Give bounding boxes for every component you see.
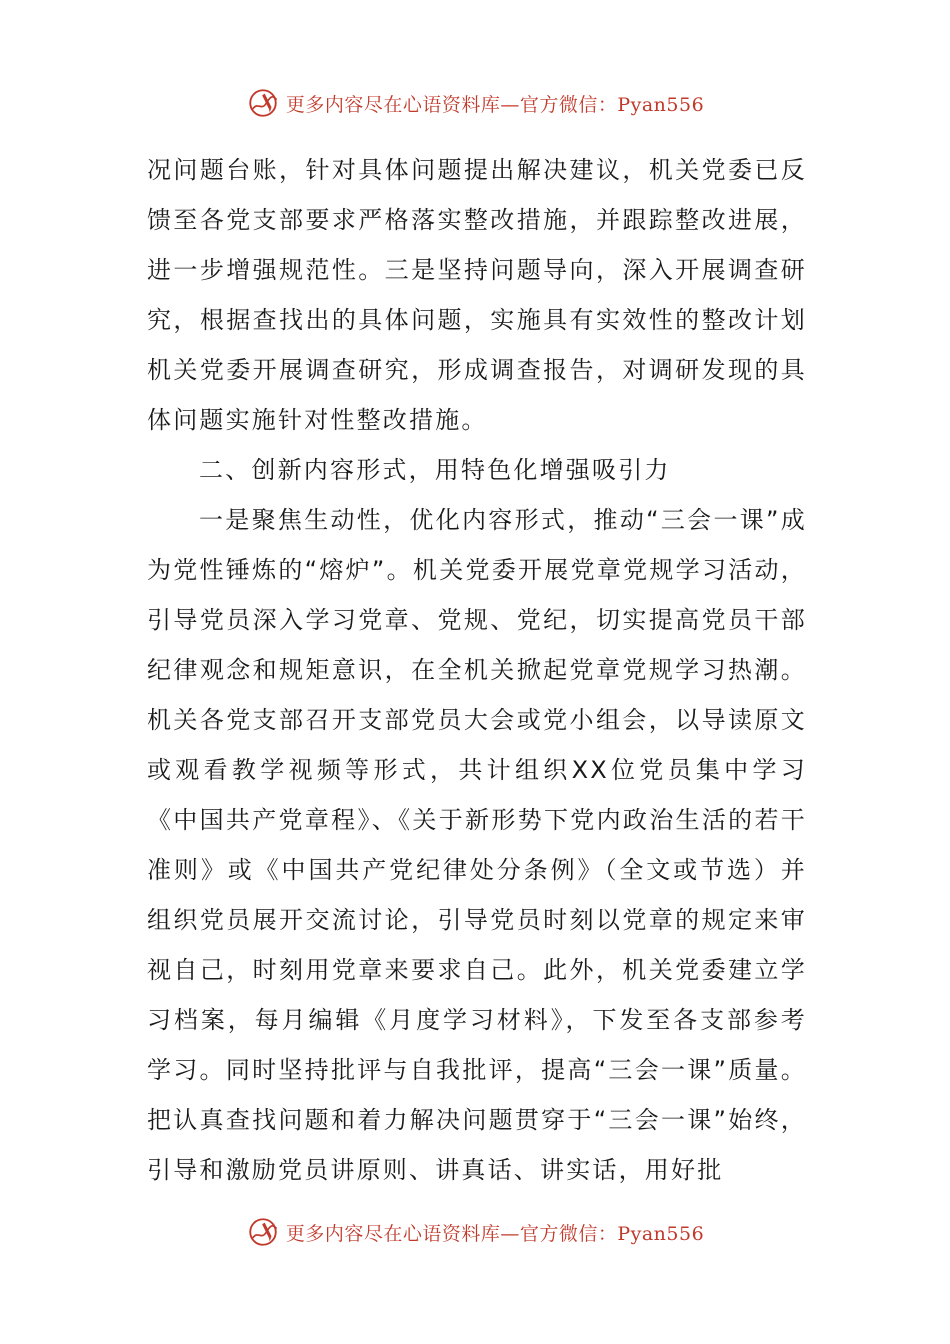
watermark-text: 更多内容尽在心语资料库—官方微信：Pyan556	[285, 93, 705, 116]
header-watermark	[0, 83, 950, 123]
section-heading: 二、创新内容形式，用特色化增强吸引力	[199, 456, 671, 484]
paragraph: 况问题台账，针对具体问题提出解决建议，机关党委已反馈至各党支部要求严格落实整改措施，并跟踪整改进展，进一步增强规范性。三是坚持问题导向，深入开展调查研究，根据查找出的具体问题，实施具有实效性的整改计划机关党委开展调查研究，形成调查报告，对调研发现的具体问题实施针对性整改措施。	[147, 156, 807, 434]
footer-watermark	[0, 1212, 950, 1252]
watermark-text: 更多内容尽在心语资料库—官方微信：Pyan556	[285, 1222, 705, 1245]
pen-signature-logo-icon	[246, 1215, 280, 1249]
pen-signature-logo-icon	[246, 86, 280, 120]
paragraph: 一是聚焦生动性，优化内容形式，推动“三会一课”成为党性锤炼的“熔炉”。机关党委开展党章党规学习活动，引导党员深入学习党章、党规、党纪，切实提高党员干部纪律观念和规矩意识，在全机关掀起党章党规学习热潮。机关各党支部召开支部党员大会或党小组会，以导读原文或观看教学视频等形式，共计组织XX位党员集中学习《中国共产党章程》、《关于新形势下党内政治生活的若干准则》或《中国共产党纪律处分条例》（全文或节选）并组织党员展开交流讨论，引导党员时刻以党章的规定来审视自己，时刻用党章来要求自己。此外，机关党委建立学习档案，每月编辑《月度学习材料》，下发至各支部参考学习。同时坚持批评与自我批评，提高“三会一课”质量。把认真查找问题和着力解决问题贯穿于“三会一课”始终，引导和激励党员讲原则、讲真话、讲实话，用好批	[147, 506, 807, 1184]
document-body	[147, 145, 807, 1195]
